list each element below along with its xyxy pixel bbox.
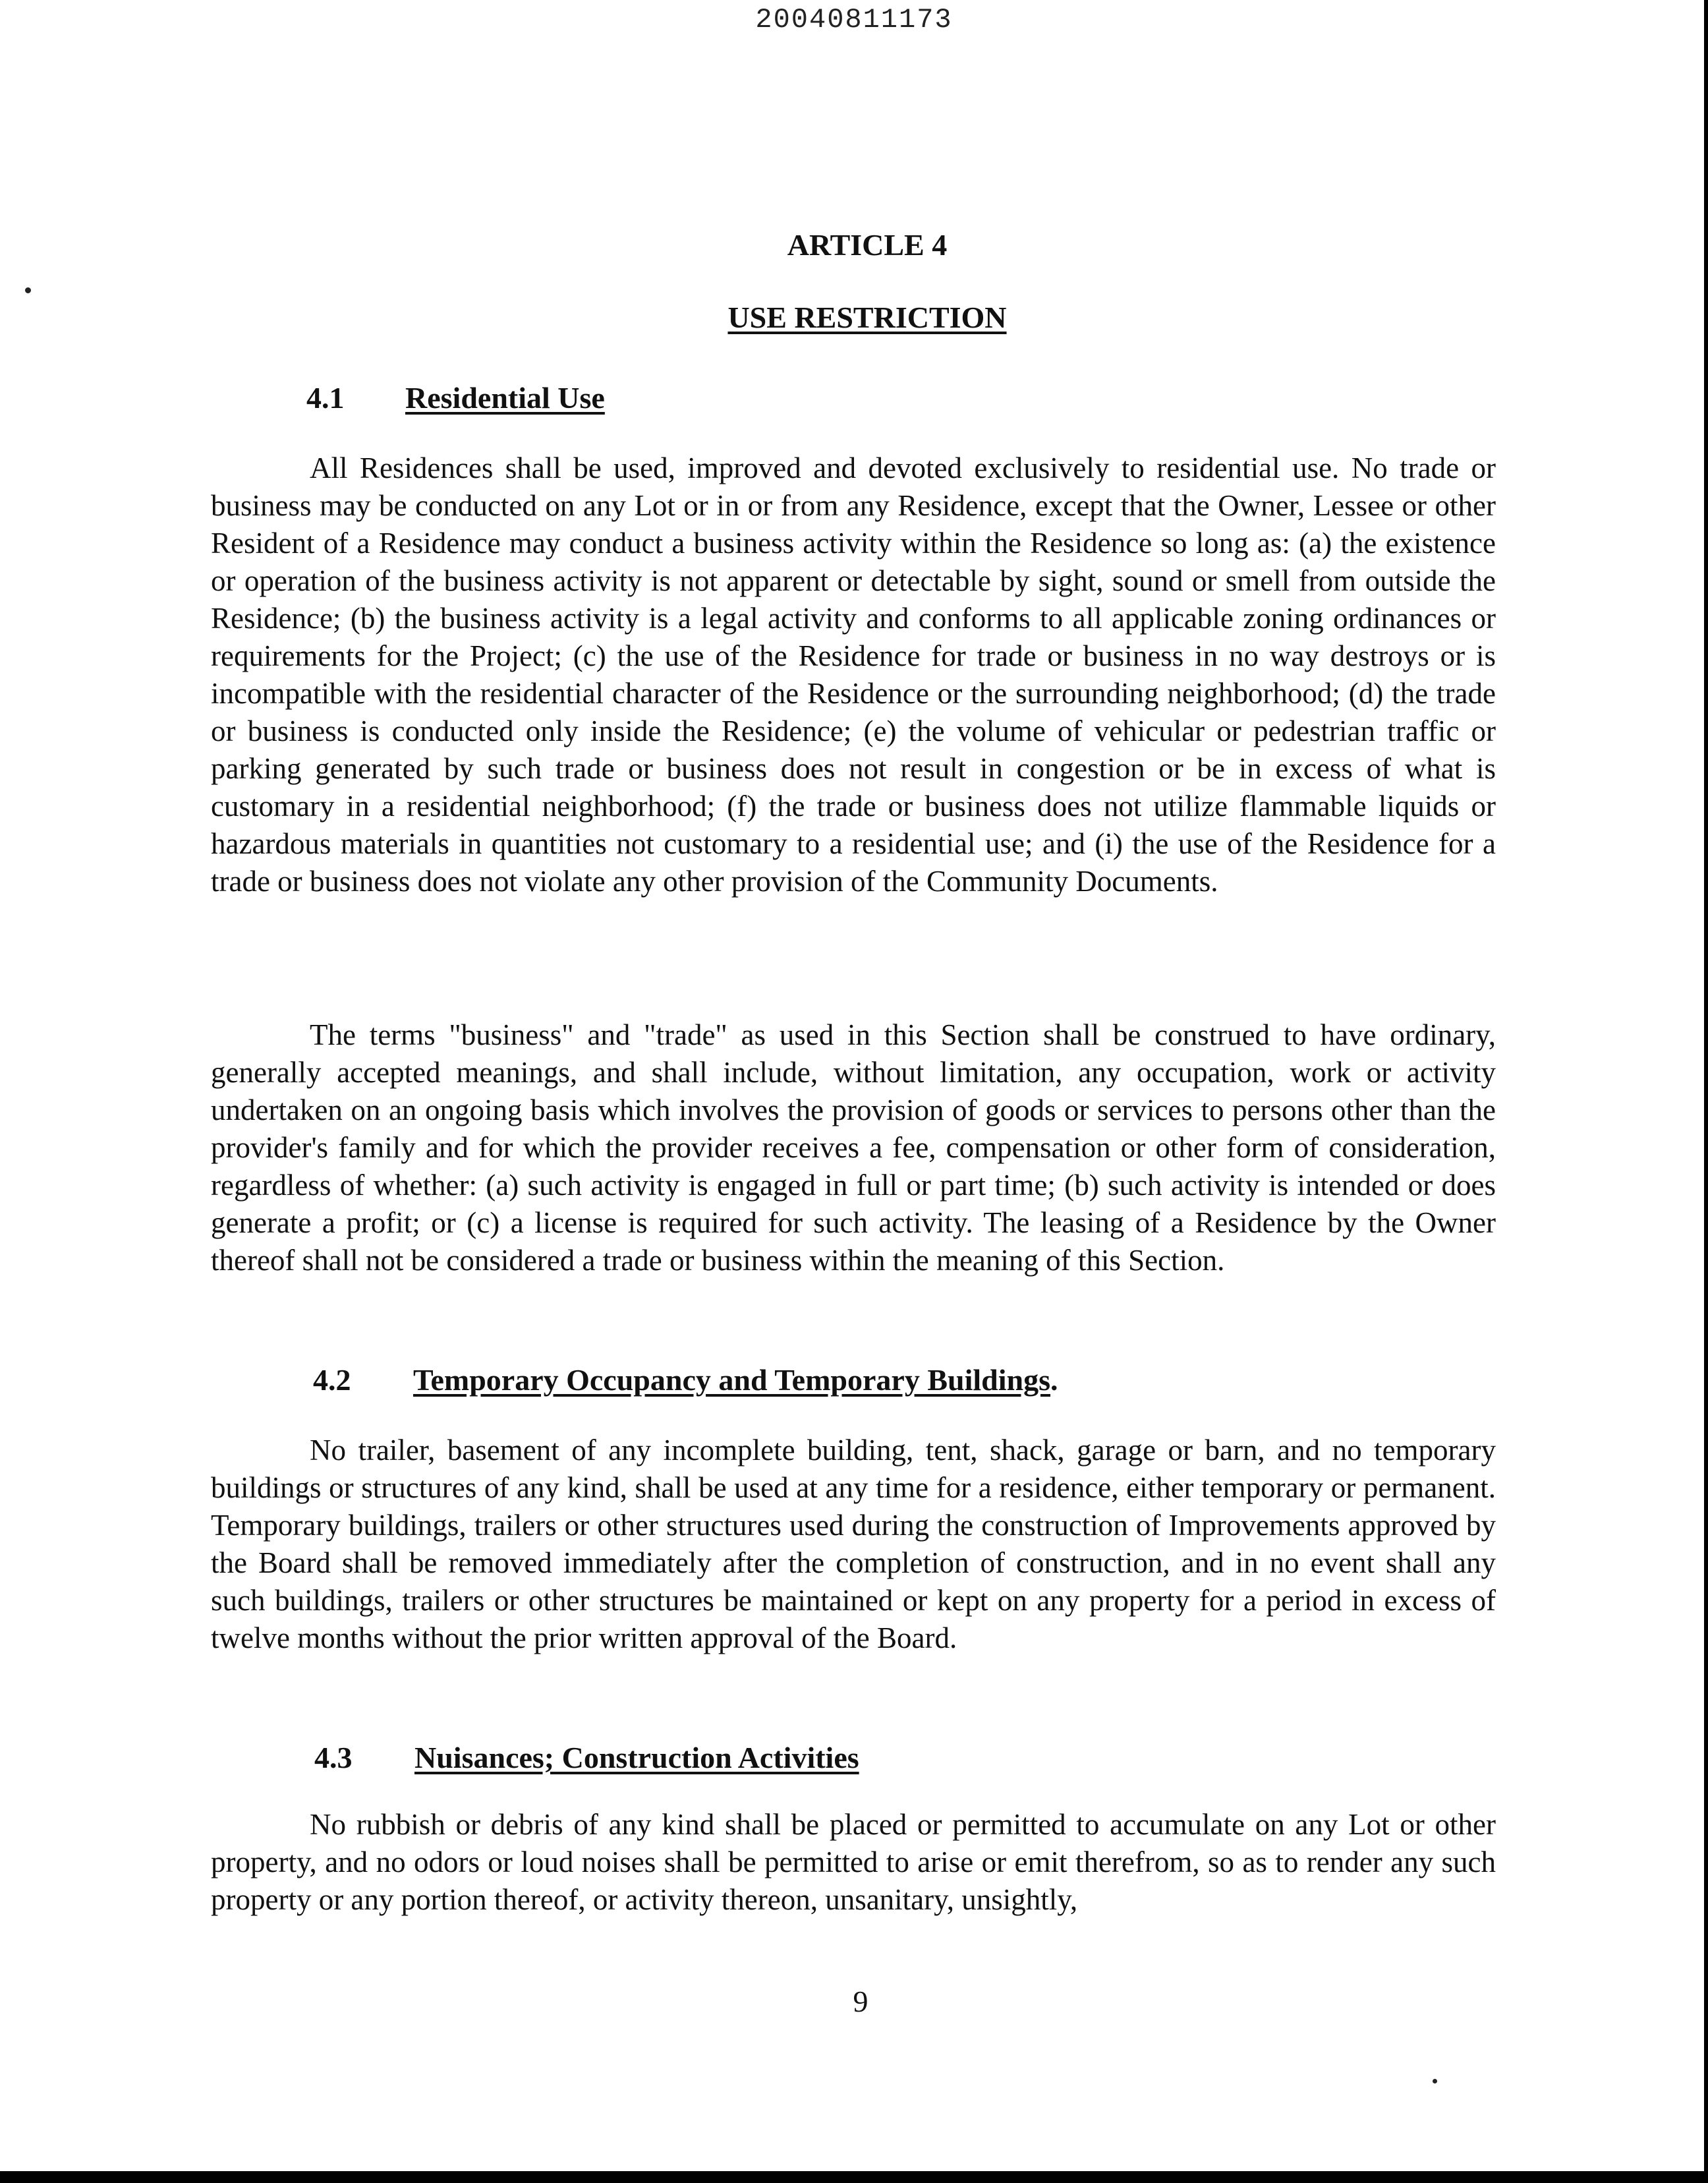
section-heading-4-1	[306, 380, 605, 415]
section-number: 4.1	[306, 381, 345, 415]
document-number: 20040811173	[755, 4, 953, 36]
section-4-2-paragraph-1: No trailer, basement of any incomplete building, tent, shack, garage or barn, and no temporary buildings or structures of any kind, shall be used at any time for a residence, either temporary or permanent. Temporary buildings, trailers or other structures used during the construction of Improvements approved by the Board shall be removed immediately after the completion of construction, and in no event shall any such buildings, trailers or other structures be maintained or kept on any property for a period in excess of twelve months without the prior written approval of the Board.	[211, 1434, 1496, 1654]
section-title-suffix: .	[1050, 1363, 1058, 1397]
section-heading-4-2	[313, 1362, 1058, 1397]
article-subtitle: USE RESTRICTION	[727, 301, 1007, 334]
section-heading-4-3	[314, 1740, 859, 1775]
section-title: Nuisances; Construction Activities	[414, 1741, 859, 1774]
page-number: 9	[853, 1985, 868, 2018]
scan-speck	[25, 287, 31, 293]
section-number: 4.3	[314, 1741, 353, 1774]
article-title: ARTICLE 4	[787, 228, 948, 262]
section-title: Residential Use	[405, 381, 605, 415]
scan-speck	[1433, 2079, 1437, 2083]
section-4-1-paragraph-1: All Residences shall be used, improved and devoted exclusively to residential use. No trade or business may be conducted on any Lot or in or from any Residence, except that the Owner, Lessee or other Resident of a Residence may conduct a business activity within the Residence so long as: (a) the existence or operation of the business activity is not apparent or detectable by sight, sound or smell from outside the Residence; (b) the business activity is a legal activity and conforms to all applicable zoning ordinances or requirements for the Project; (c) the use of the Residence for trade or business in no way destroys or is incompatible with the residential character of the Residence or the surrounding neighborhood; (d) the trade or business is conducted only inside the Residence; (e) the volume of vehicular or pedestrian traffic or parking generated by such trade or business does not result in congestion or be in excess of what is customary in a residential neighborhood; (f) the trade or business does not utilize flammable liquids or hazardous materials in quantities not customary to a residential use; and (i) the use of the Residence for a trade or business does not violate any other provision of the Community Documents.	[211, 451, 1496, 898]
section-4-1-paragraph-2: The terms "business" and "trade" as used in this Section shall be construed to have ordinary, generally accepted meanings, and shall include, without limitation, any occupation, work or activity undertaken on an ongoing basis which involves the provision of goods or services to persons other than the provider's family and for which the provider receives a fee, compensation or other form of consideration, regardless of whether: (a) such activity is engaged in full or part time; (b) such activity is intended or does generate a profit; or (c) a license is required for such activity. The leasing of a Residence by the Owner thereof shall not be considered a trade or business within the meaning of this Section.	[211, 1018, 1496, 1277]
scan-edge-bottom	[0, 2171, 1708, 2183]
section-title: Temporary Occupancy and Temporary Buildings	[413, 1363, 1051, 1397]
section-number: 4.2	[313, 1363, 351, 1397]
section-4-3-paragraph-1: No rubbish or debris of any kind shall be placed or permitted to accumulate on any Lot or other property, and no odors or loud noises shall be permitted to arise or emit therefrom, so as to render any such property or any portion thereof, or activity thereon, unsanitary, unsightly,	[211, 1808, 1496, 1916]
